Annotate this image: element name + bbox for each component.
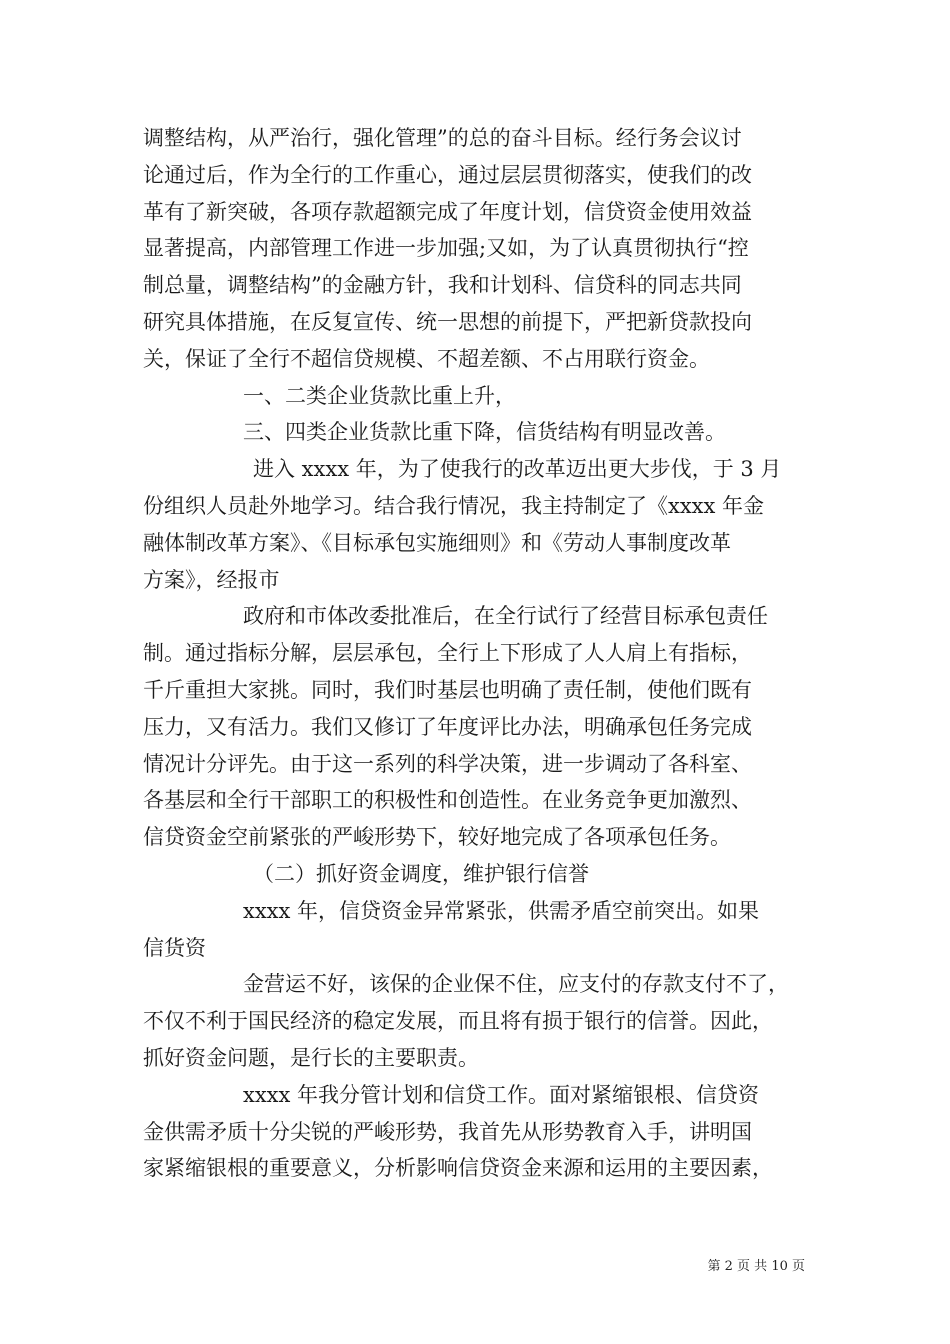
paragraph-start-line: 金营运不好，该保的企业保不住，应支付的存款支付不了， bbox=[243, 972, 789, 997]
text-line: 研究具体措施，在反复宣传、统一思想的前提下，严把新贷款投向 bbox=[143, 309, 752, 334]
list-item-line: 一、二类企业货款比重上升， bbox=[243, 383, 516, 408]
text-line: 压力，又有活力。我们又修订了年度评比办法，明确承包任务完成 bbox=[143, 714, 752, 739]
text-line: 方案》，经报市 bbox=[143, 567, 280, 592]
text-line: 显著提高，内部管理工作进一步加强;又如，为了认真贯彻执行“控 bbox=[143, 236, 749, 261]
text-line: 金供需矛质十分尖锐的严峻形势，我首先从形势教育入手，讲明国 bbox=[143, 1119, 752, 1144]
text-line: 情况计分评先。由于这一系列的科学决策，进一步调动了各科室、 bbox=[143, 751, 752, 776]
text-line: 份组织人员赴外地学习。结合我行情况，我主持制定了《xxxx 年金 bbox=[143, 493, 765, 518]
paragraph-start-line: 进入 xxxx 年，为了使我行的改革迈出更大步伐，于 3 月 bbox=[253, 457, 782, 482]
text-line: 论通过后，作为全行的工作重心，通过层层贯彻落实，使我们的改 bbox=[143, 162, 752, 187]
list-item-line: 三、四类企业货款比重下降，信货结构有明显改善。 bbox=[243, 420, 726, 445]
text-line: 不仅不利于国民经济的稳定发展，而且将有损于银行的信誉。因此， bbox=[143, 1009, 773, 1034]
page-number: 第 2 页 共 10 页 bbox=[707, 1259, 805, 1274]
section-heading: （二）抓好资金调度，维护银行信誉 bbox=[253, 861, 589, 886]
text-line: 制。通过指标分解，层层承包，全行上下形成了人人肩上有指标， bbox=[143, 641, 752, 666]
text-line: 融体制改革方案》、《目标承包实施细则》和《劳动人事制度改革 bbox=[143, 530, 731, 555]
text-line: 调整结构，从严治行，强化管理”的总的奋斗目标。经行务会议讨 bbox=[143, 126, 742, 150]
text-line: 制总量，调整结构”的金融方针，我和计划科、信贷科的同志共同 bbox=[143, 273, 742, 298]
paragraph-start-line: xxxx 年，信贷资金异常紧张，供需矛盾空前突出。如果 bbox=[243, 898, 760, 923]
text-line: 家紧缩银根的重要意义，分析影响信贷资金来源和运用的主要因素， bbox=[143, 1156, 773, 1181]
text-line: 各基层和全行干部职工的积极性和创造性。在业务竞争更加激烈、 bbox=[143, 788, 752, 813]
text-line: 信货资 bbox=[143, 935, 206, 960]
text-line: 抓好资金问题，是行长的主要职责。 bbox=[143, 1045, 479, 1070]
text-line: 革有了新突破，各项存款超额完成了年度计划，信贷资金使用效益 bbox=[143, 199, 752, 224]
text-line: 信贷资金空前紧张的严峻形势下，较好地完成了各项承包任务。 bbox=[143, 825, 731, 850]
paragraph-start-line: xxxx 年我分管计划和信贷工作。面对紧缩银根、信贷资 bbox=[243, 1082, 760, 1107]
body-text bbox=[143, 120, 823, 1187]
paragraph-start-line: 政府和市体改委批准后，在全行试行了经营目标承包责任 bbox=[243, 604, 768, 629]
text-line: 千斤重担大家挑。同时，我们时基层也明确了责任制，使他们既有 bbox=[143, 677, 752, 702]
text-line: 关，保证了全行不超信贷规模、不超差额、不占用联行资金。 bbox=[143, 346, 710, 371]
